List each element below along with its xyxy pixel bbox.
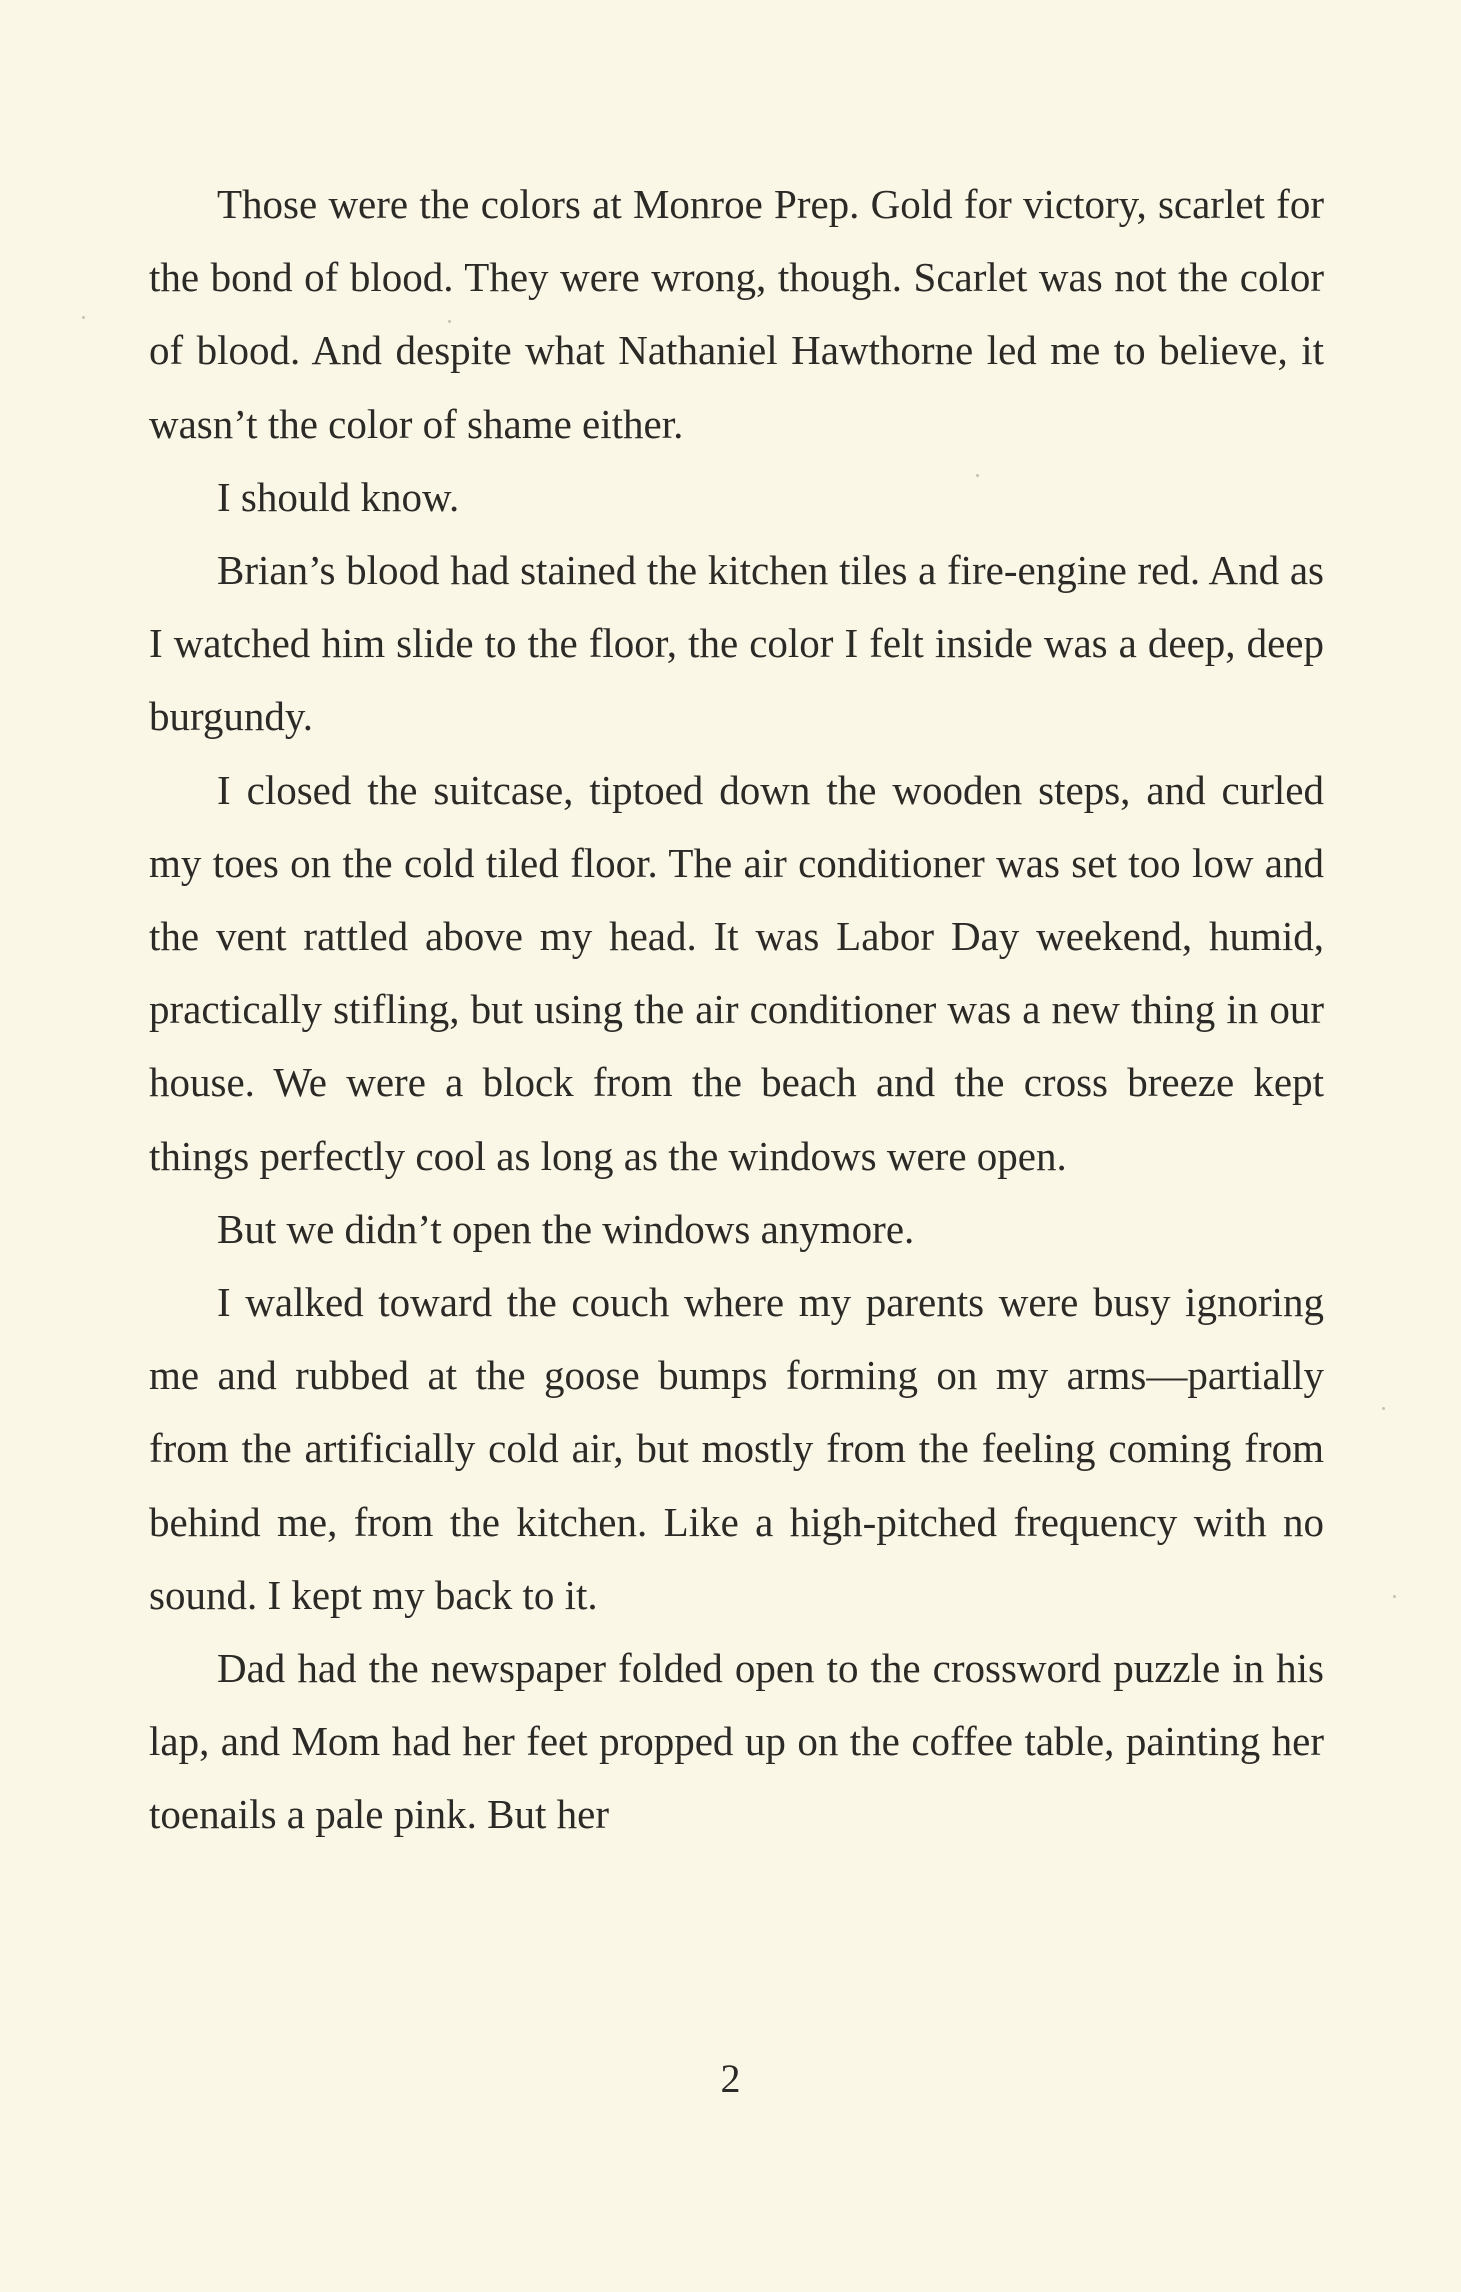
- paragraph: I walked toward the couch where my parents were busy ignoring me and rubbed at the goose bumps forming on my arms—partially from the artificially cold air, but mostly from the feeling coming from behind me, from the kitchen. Like a high-pitched frequency with no sound. I kept my back to it.: [149, 1279, 1324, 1618]
- paragraph: But we didn’t open the windows anymore.: [217, 1205, 915, 1252]
- paper-speck: [976, 474, 979, 477]
- paragraph: I closed the suitcase, tiptoed down the wooden steps, and curled my toes on the cold tiled floor. The air conditioner was set too low and the vent rattled above my head. It was Labor Day weekend, humid, practically stifling, but using the air conditioner was a new thing in our house. We were a block from the beach and the cross breeze kept things perfectly cool as long as the windows were open.: [149, 766, 1324, 1179]
- page-number: 2: [720, 2056, 741, 2101]
- page-body: [149, 168, 1324, 1852]
- paragraph: Dad had the newspaper folded open to the crossword puzzle in his lap, and Mom had her feet propped up on the coffee table, painting her toenails a pale pink. But her: [149, 1645, 1324, 1838]
- paper-speck: [1382, 1407, 1385, 1410]
- paper-speck: [82, 316, 85, 319]
- paragraph: Those were the colors at Monroe Prep. Gold for victory, scarlet for the bond of blood. They were wrong, though. Scarlet was not the color of blood. And despite what Nathaniel Hawthorne led me to believe, it wasn’t the color of shame either.: [149, 181, 1324, 447]
- paper-speck: [1393, 1595, 1396, 1598]
- paragraph: I should know.: [217, 473, 460, 520]
- paper-speck: [448, 320, 451, 323]
- paragraph: Brian’s blood had stained the kitchen tiles a fire-engine red. And as I watched him slide to the floor, the color I felt inside was a deep, deep burgundy.: [149, 547, 1324, 740]
